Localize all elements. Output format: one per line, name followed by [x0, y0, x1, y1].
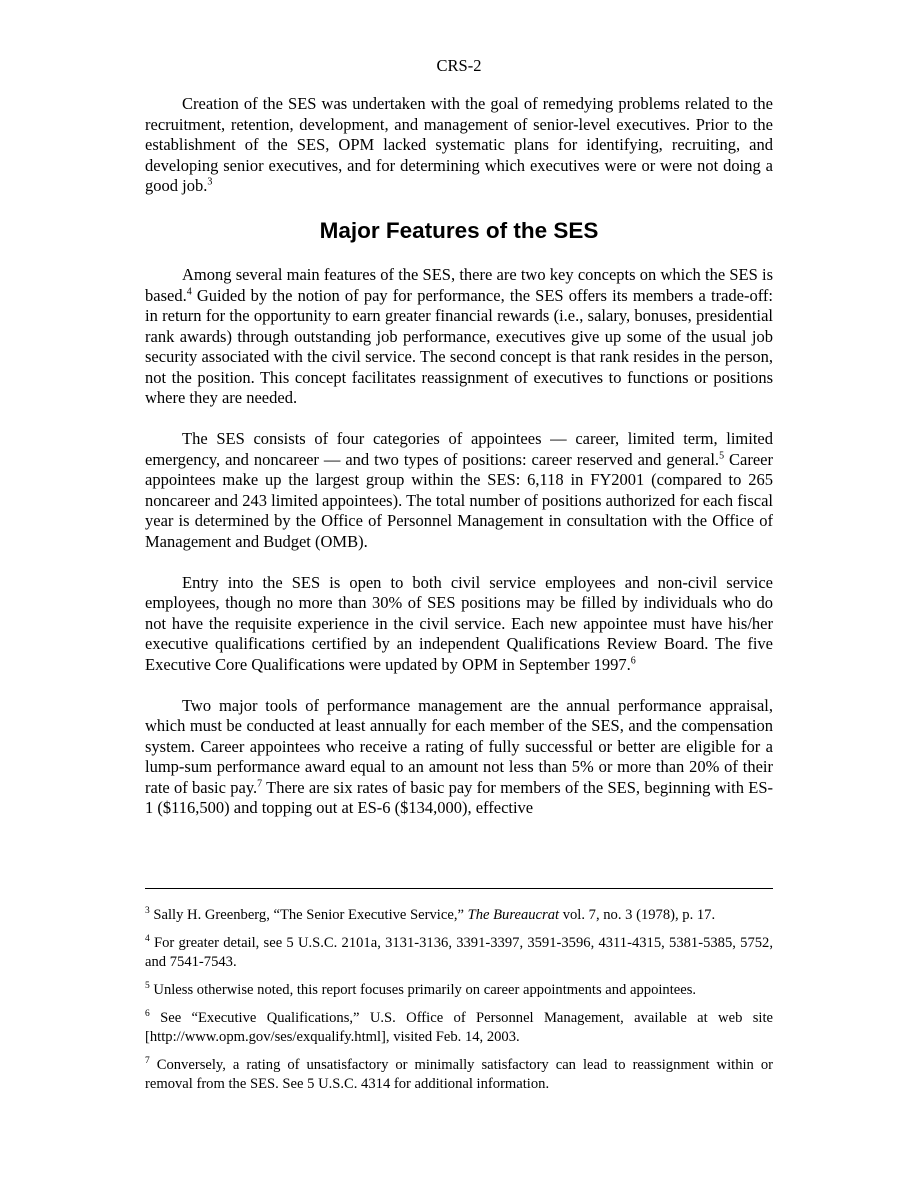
paragraph-text: Entry into the SES is open to both civil service employees and non-civil service employees, though no more than 30% of SES positions may be filled by individuals who do not have the requisite experience in the civil service. Each new appointee must have his/her executive qualifications certified by an independent Qualifications Review Board. The five Executive Core Qualifications were updated by OPM in September 1997.: [145, 572, 773, 674]
footnote-text: See “Executive Qualifications,” U.S. Office of Personnel Management, available at web site [http://www.opm.gov/ses/exqualify.html], visited Feb. 14, 2003.: [145, 1010, 773, 1045]
section-heading: Major Features of the SES: [319, 218, 599, 243]
footnote-3: [145, 906, 773, 925]
footnote-text: Sally H. Greenberg, “The Senior Executive Service,”: [149, 907, 468, 923]
paragraph-4: [145, 573, 773, 676]
paragraph-text: Guided by the notion of pay for performance, the SES offers its members a trade-off: in return for the opportunity to earn greater financial rewards (i.e., salary, bonuses, presidential rank awards) through outstanding job performance, executives give up some of the usual job security associated with the civil service. The second concept is that rank resides in the person, not the position. This concept facilitates reassignment of executives to functions or positions where they are needed.: [145, 285, 773, 407]
footnote-number: 4: [145, 934, 150, 945]
footnote-4: [145, 934, 773, 972]
footnote-ref: 3: [207, 176, 213, 188]
footnote-7: [145, 1056, 773, 1094]
paragraph-3: [145, 429, 773, 552]
paragraph-text: Creation of the SES was undertaken with the goal of remedying problems related to the recruitment, retention, development, and management of senior-level executives. Prior to the establishment of the SES, OPM lacked systematic plans for identifying, recruiting, and developing senior executives, and for determining which executives were or were not doing a good job.: [145, 94, 773, 195]
main-body: [145, 94, 773, 839]
footnote-divider: [145, 888, 773, 889]
paragraph-text: Two major tools of performance management are the annual performance appraisal, which must be conducted at least annually for each member of the SES, and the compensation system. Career appointees who receive a rating of fully successful or better are eligible for a lump-sum performance award equal to an amount not less than 5% or more than 20% of their rate of basic pay.: [145, 695, 773, 797]
page-number: CRS-2: [436, 56, 482, 75]
paragraph-text: The SES consists of four categories of appointees — career, limited term, limited emergency, and noncareer — and two types of positions: career reserved and general.: [145, 429, 773, 469]
footnote-ref: 7: [257, 778, 263, 789]
footnote-text: For greater detail, see 5 U.S.C. 2101a, 3131-3136, 3391-3397, 3591-3596, 4311-4315, 5381-5385, 5752, and 7541-7543.: [145, 935, 773, 970]
paragraph-1: [145, 94, 773, 197]
footnote-ref: 4: [186, 286, 192, 297]
footnote-number: 7: [145, 1056, 150, 1067]
footnote-number: 3: [145, 906, 150, 917]
paragraph-text: Among several main features of the SES, there are two key concepts on which the SES is based.: [145, 265, 773, 305]
footnote-number: 6: [145, 1009, 150, 1020]
footnote-6: [145, 1009, 773, 1047]
paragraph-5: [145, 696, 773, 819]
journal-title: The Bureaucrat: [467, 907, 560, 923]
paragraph-text: Career appointees make up the largest group within the SES: 6,118 in FY2001 (compared to 265 noncareer and 243 limited appointees). The total number of positions authorized for each fiscal year is determined by the Office of Personnel Management in consultation with the Office of Management and Budget (OMB).: [145, 449, 773, 551]
footnotes: [145, 906, 773, 1103]
footnote-ref: 5: [719, 450, 725, 461]
footnote-number: 5: [145, 981, 150, 992]
footnote-text: Unless otherwise noted, this report focuses primarily on career appointments and appointees.: [149, 982, 697, 998]
footnote-text: Conversely, a rating of unsatisfactory or minimally satisfactory can lead to reassignment within or removal from the SES. See 5 U.S.C. 4314 for additional information.: [145, 1057, 773, 1092]
paragraph-2: [145, 265, 773, 409]
footnote-ref: 6: [630, 655, 636, 666]
footnote-text: vol. 7, no. 3 (1978), p. 17.: [559, 907, 716, 923]
footnote-5: [145, 981, 773, 1000]
paragraph-text: There are six rates of basic pay for members of the SES, beginning with ES-1 ($116,500) and topping out at ES-6 ($134,000), effective: [145, 777, 773, 817]
